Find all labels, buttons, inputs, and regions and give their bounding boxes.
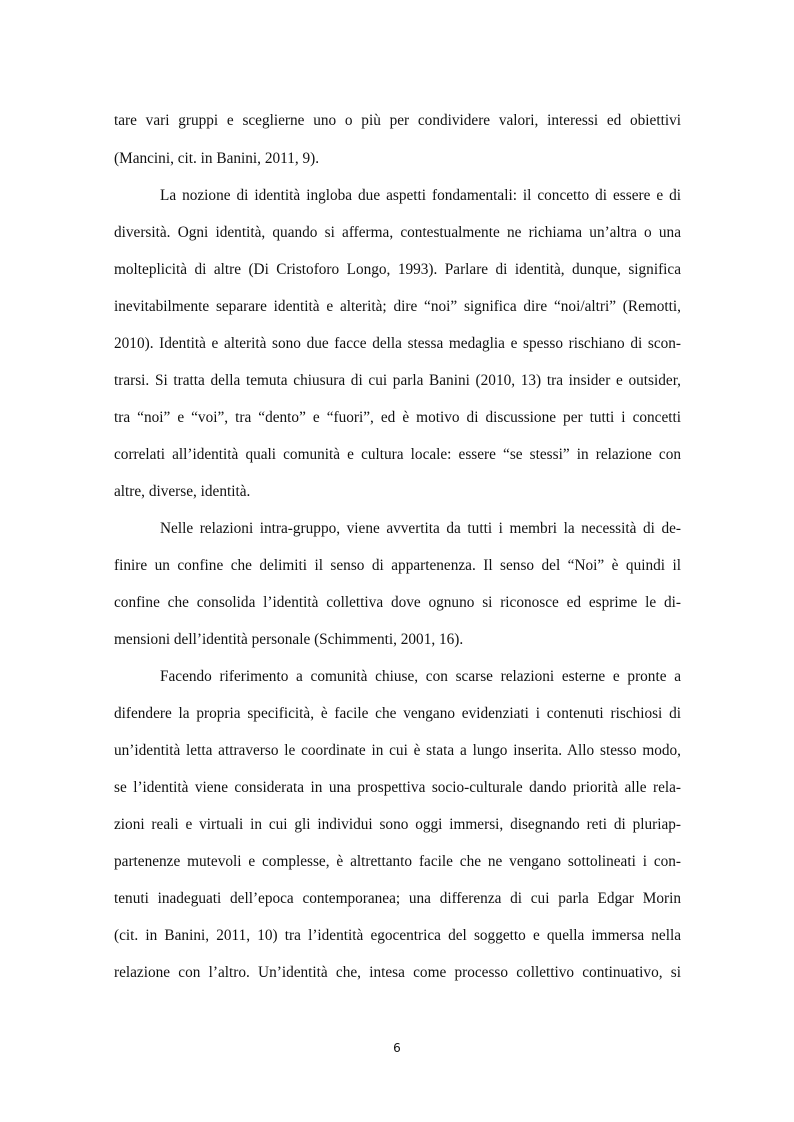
text-line: (cit. in Banini, 2011, 10) tra l’identità egocentrica del soggetto e quella immersa nella	[114, 927, 681, 944]
text-line: mensioni dell’identità personale (Schimmenti, 2001, 16).	[114, 631, 464, 648]
paragraph-first-line: Facendo riferimento a comunità chiuse, con scarse relazioni esterne e pronte a	[160, 668, 681, 685]
page-number: 6	[393, 1041, 401, 1055]
text-line: correlati all’identità quali comunità e cultura locale: essere “se stessi” in relazione con	[114, 446, 681, 463]
text-line: relazione con l’altro. Un’identità che, intesa come processo collettivo continuativo, si	[114, 964, 681, 981]
paragraph-first-line: La nozione di identità ingloba due aspetti fondamentali: il concetto di essere e di	[160, 187, 681, 204]
text-line: inevitabilmente separare identità e alterità; dire “noi” significa dire “noi/altri” (Remotti,	[114, 298, 681, 315]
text-line: tare vari gruppi e sceglierne uno o più per condividere valori, interessi ed obiettivi	[114, 112, 681, 129]
text-line: diversità. Ogni identità, quando si afferma, contestualmente ne richiama un’altra o una	[114, 224, 681, 241]
text-line: confine che consolida l’identità collettiva dove ognuno si riconosce ed esprime le di-	[114, 594, 681, 611]
text-line: zioni reali e virtuali in cui gli individui sono oggi immersi, disegnando reti di pluriap-	[114, 816, 681, 833]
text-line: tenuti inadeguati dell’epoca contemporanea; una differenza di cui parla Edgar Morin	[114, 890, 681, 907]
text-line: (Mancini, cit. in Banini, 2011, 9).	[114, 150, 320, 167]
text-line: 2010). Identità e alterità sono due facce della stessa medaglia e spesso rischiano di scon-	[114, 335, 681, 352]
text-line: molteplicità di altre (Di Cristoforo Longo, 1993). Parlare di identità, dunque, significa	[114, 261, 681, 278]
paragraph-first-line: Nelle relazioni intra-gruppo, viene avvertita da tutti i membri la necessità di de-	[160, 520, 681, 537]
text-line: finire un confine che delimiti il senso di appartenenza. Il senso del “Noi” è quindi il	[114, 557, 681, 574]
text-line: partenenze mutevoli e complesse, è altrettanto facile che ne vengano sottolineati i con-	[114, 853, 681, 870]
text-line: difendere la propria specificità, è facile che vengano evidenziati i contenuti rischiosi di	[114, 705, 681, 722]
text-line: altre, diverse, identità.	[114, 483, 251, 500]
text-line: un’identità letta attraverso le coordinate in cui è stata a lungo inserita. Allo stesso modo,	[114, 742, 681, 759]
text-line: se l’identità viene considerata in una prospettiva socio-culturale dando priorità alle rela-	[114, 779, 681, 796]
text-line: tra “noi” e “voi”, tra “dento” e “fuori”, ed è motivo di discussione per tutti i concetti	[114, 409, 681, 426]
text-line: trarsi. Si tratta della temuta chiusura di cui parla Banini (2010, 13) tra insider e outsider,	[114, 372, 681, 389]
